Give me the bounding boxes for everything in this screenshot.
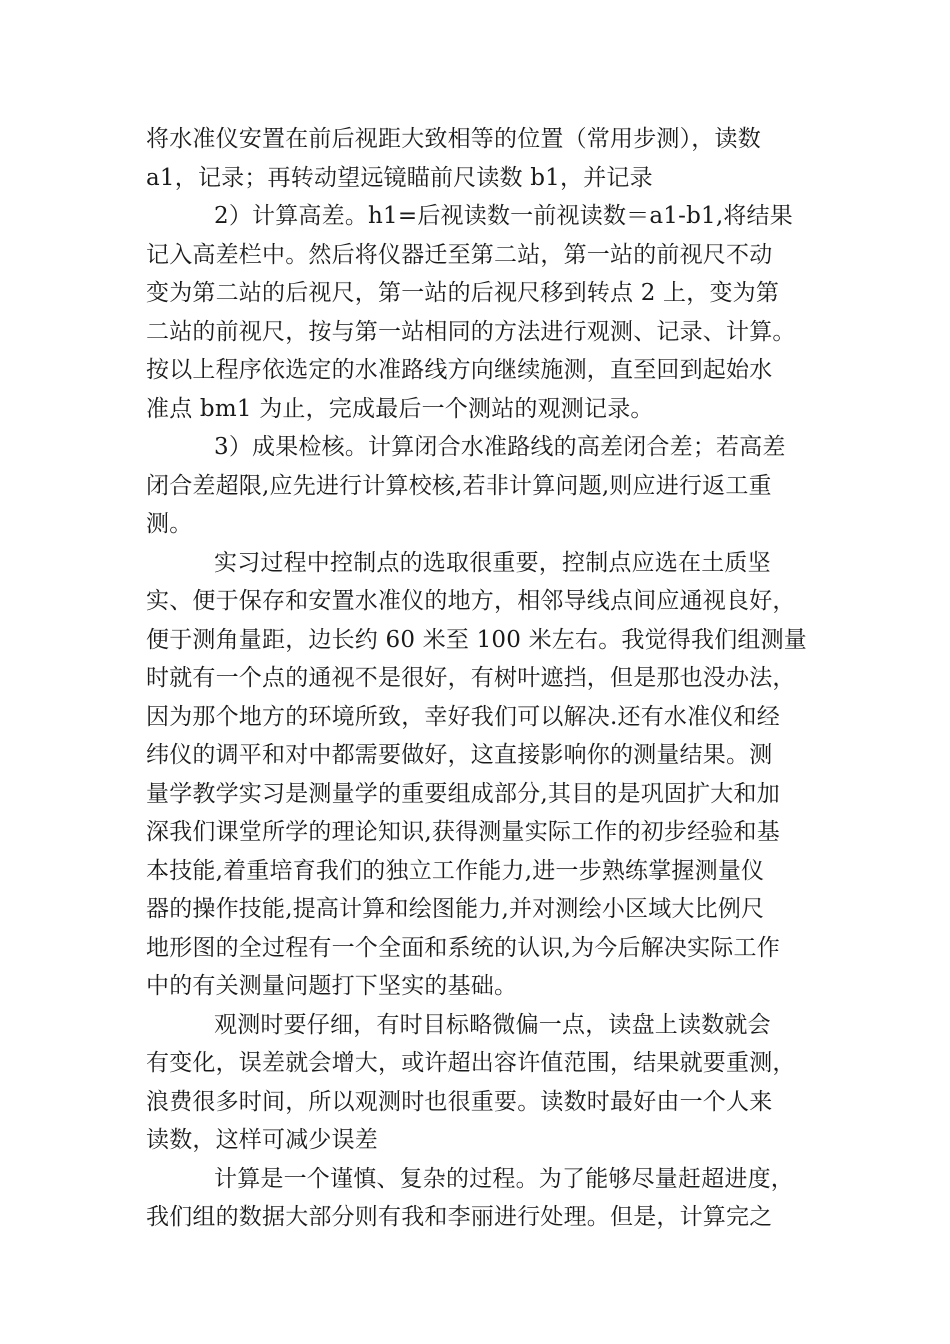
text-line: 2）计算高差。h1=后视读数一前视读数＝a1-b1,将结果	[214, 203, 793, 229]
text-line: 中的有关测量问题打下坚实的基础。	[146, 973, 518, 999]
text-line: 实习过程中控制点的选取很重要，控制点应选在土质坚	[214, 549, 771, 576]
text-line: 浪费很多时间，所以观测时也很重要。读数时最好由一个人来	[146, 1088, 773, 1115]
text-line: 有变化，误差就会增大，或许超出容许值范围，结果就要重测，	[146, 1050, 796, 1076]
text-line: 变为第二站的后视尺，第一站的后视尺移到转点 2 上，变为第	[146, 280, 780, 306]
text-line: 将水准仪安置在前后视距大致相等的位置（常用步测），读数	[146, 126, 761, 152]
text-line: 二站的前视尺，按与第一站相同的方法进行观测、记录、计算。	[146, 318, 796, 345]
text-line: 闭合差超限,应先进行计算校核,若非计算问题,则应进行返工重	[146, 472, 772, 499]
text-line: 观测时要仔细，有时目标略微偏一点，读盘上读数就会	[214, 1011, 771, 1038]
text-line: 纬仪的调平和对中都需要做好，这直接影响你的测量结果。测	[146, 742, 773, 768]
text-line: 准点 bm1 为止，完成最后一个测站的观测记录。	[146, 395, 654, 422]
text-line: 3）成果检核。计算闭合水准路线的高差闭合差；若高差	[214, 434, 786, 460]
text-line: 便于测角量距，边长约 60 米至 100 米左右。我觉得我们组测量	[146, 626, 808, 653]
text-line: 深我们课堂所学的理论知识,获得测量实际工作的初步经验和基	[146, 819, 780, 845]
text-line: 实、便于保存和安置水准仪的地方，相邻导线点间应通视良好，	[146, 588, 796, 614]
text-line: 器的操作技能,提高计算和绘图能力,并对测绘小区域大比例尺	[146, 896, 765, 922]
text-line: 我们组的数据大部分则有我和李丽进行处理。但是，计算完之	[146, 1204, 773, 1230]
text-line: a1，记录；再转动望远镜瞄前尺读数 b1，并记录	[146, 164, 653, 191]
text-line: 测。	[146, 511, 193, 537]
text-line: 本技能,着重培育我们的独立工作能力,进一步熟练掌握测量仪	[146, 857, 765, 884]
text-line: 计算是一个谨慎、复杂的过程。为了能够尽量赶超进度，	[214, 1165, 794, 1192]
text-line: 按以上程序依选定的水准路线方向继续施测，直至回到起始水	[146, 357, 773, 383]
text-line: 记入高差栏中。然后将仪器迁至第二站，第一站的前视尺不动	[146, 241, 773, 268]
text-line: 因为那个地方的环境所致，幸好我们可以解决.还有水准仪和经	[146, 703, 780, 730]
text-line: 量学教学实习是测量学的重要组成部分,其目的是巩固扩大和加	[146, 780, 780, 807]
text-line: 时就有一个点的通视不是很好，有树叶遮挡，但是那也没办法，	[146, 665, 796, 691]
body-text	[146, 120, 806, 1237]
text-line: 读数，这样可减少误差	[146, 1127, 378, 1153]
text-line: 地形图的全过程有一个全面和系统的认识,为今后解决实际工作	[146, 934, 780, 961]
